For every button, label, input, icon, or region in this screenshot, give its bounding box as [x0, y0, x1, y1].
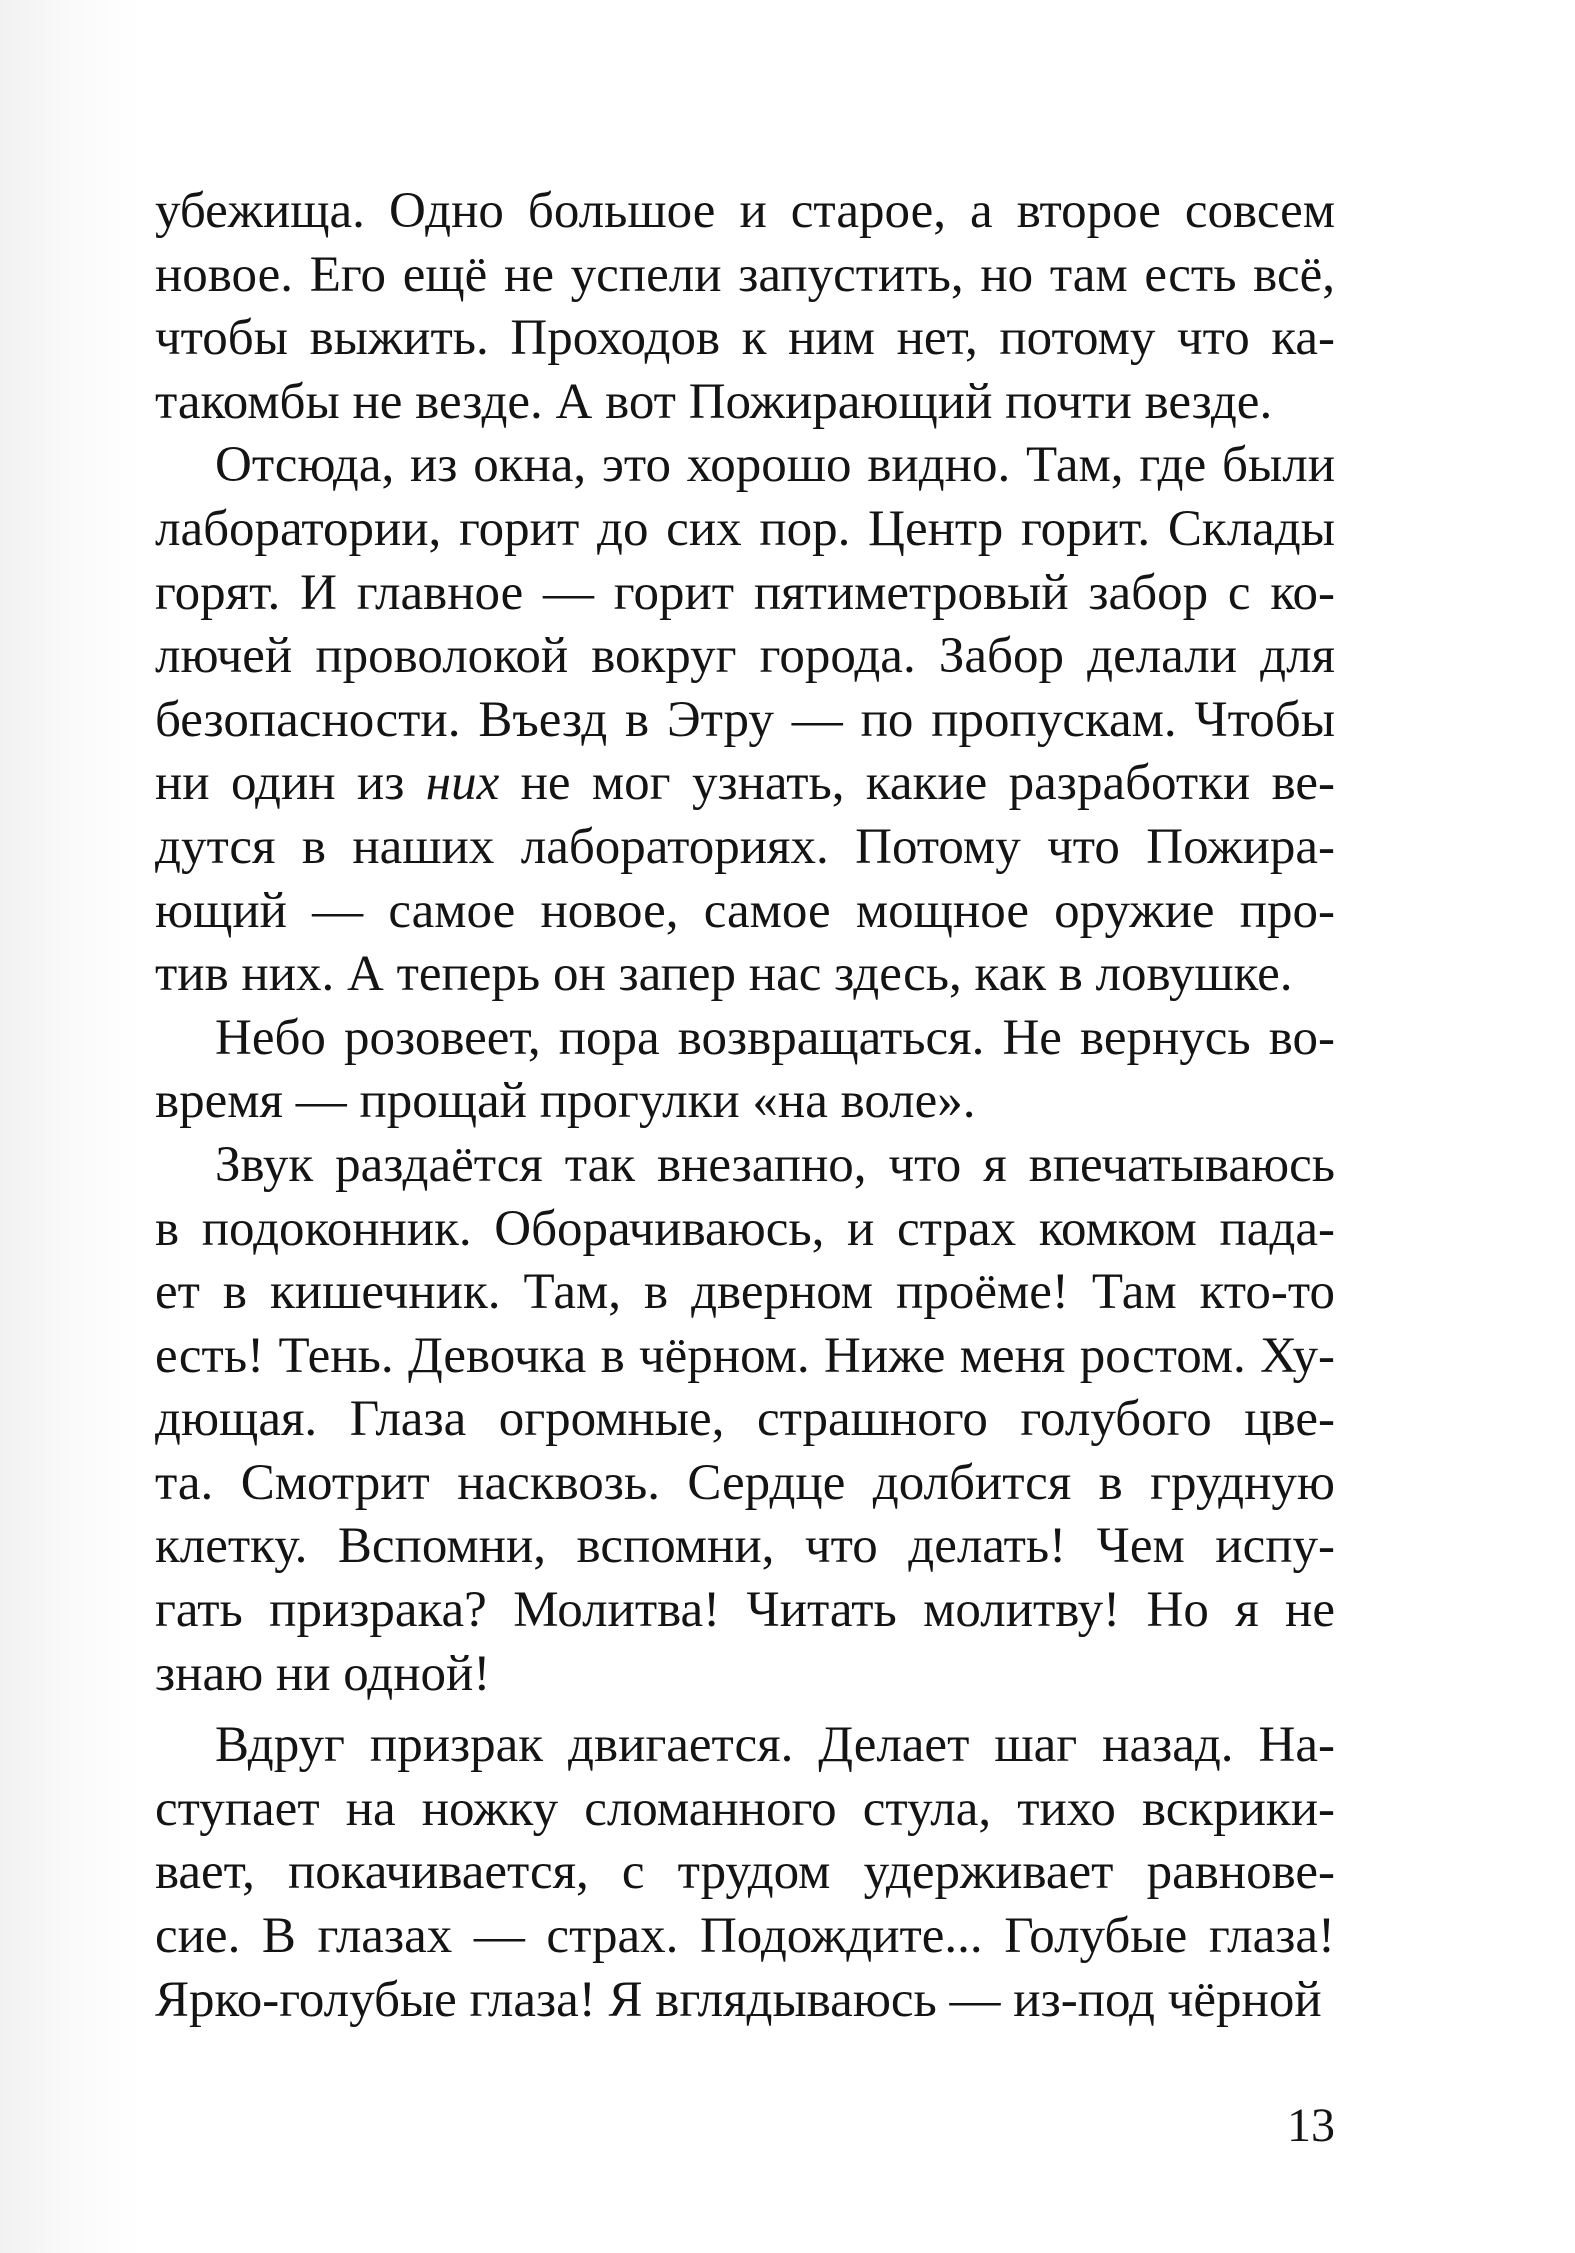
- page-gutter-shadow: [0, 0, 140, 2253]
- text-line: клетку. Вспомни, вспомни, что делать! Чем испу-: [155, 1518, 1335, 1575]
- text-line: безопасности. Въезд в Этру — по пропускам. Чтобы: [155, 691, 1335, 748]
- paragraph-start-line: Отсюда, из окна, это хорошо видно. Там, где были: [215, 437, 1335, 494]
- line-text-after: не мог узнать, какие разработки ве-: [499, 755, 1336, 812]
- text-line: ющий — самое новое, самое мощное оружие про-: [155, 882, 1335, 939]
- text-line: сие. В глазах — страх. Подождите... Голубые глаза!: [155, 1908, 1335, 1965]
- text-line: ет в кишечник. Там, в дверном проёме! Там кто-то: [155, 1264, 1335, 1321]
- text-line: Ярко-голубые глаза! Я вглядываюсь — из-под чёрной: [155, 1971, 1322, 2028]
- body-text: [155, 180, 1335, 2032]
- text-line: время — прощай прогулки «на воле».: [155, 1073, 976, 1130]
- emphasized-word: них: [425, 755, 500, 812]
- text-line: лючей проволокой вокруг города. Забор делали для: [155, 628, 1335, 685]
- paragraph-start-line: Вдруг призрак двигается. Делает шаг назад. На-: [215, 1717, 1335, 1774]
- text-line: гать призрака? Молитва! Читать молитву! Но я не: [155, 1582, 1335, 1639]
- text-line: новое. Его ещё не успели запустить, но там есть всё,: [155, 246, 1335, 303]
- text-line: убежища. Одно большое и старое, а второе совсем: [155, 183, 1335, 239]
- text-line: такомбы не везде. А вот Пожирающий почти везде.: [155, 373, 1273, 430]
- paragraph-start-line: Звук раздаётся так внезапно, что я впечатываюсь: [215, 1136, 1335, 1193]
- paragraph-start-line: Небо розовеет, пора возвращаться. Не вернусь во-: [215, 1009, 1335, 1066]
- text-line: чтобы выжить. Проходов к ним нет, потому что ка-: [155, 310, 1335, 367]
- text-line-with-emphasis: [155, 752, 1335, 816]
- text-line: горят. И главное — горит пятиметровый забор с ко-: [155, 564, 1335, 621]
- text-line: в подоконник. Оборачиваюсь, и страх комком пада-: [155, 1200, 1335, 1257]
- text-line: тив них. А теперь он запер нас здесь, как в ловушке.: [155, 946, 1293, 1003]
- page-number: 13: [1287, 2099, 1335, 2152]
- line-text-before: ни один из: [155, 755, 426, 812]
- text-line: знаю ни одной!: [155, 1645, 491, 1702]
- text-line: вает, покачивается, с трудом удерживает равнове-: [155, 1844, 1335, 1901]
- text-line: ступает на ножку сломанного стула, тихо вскрики-: [155, 1780, 1335, 1837]
- text-line: есть! Тень. Девочка в чёрном. Ниже меня ростом. Ху-: [155, 1327, 1335, 1384]
- text-line: та. Смотрит насквозь. Сердце долбится в грудную: [155, 1454, 1335, 1511]
- text-line: лаборатории, горит до сих пор. Центр горит. Склады: [155, 500, 1335, 557]
- text-line: дющая. Глаза огромные, страшного голубого цве-: [155, 1391, 1335, 1448]
- text-line: дутся в наших лабораториях. Потому что Пожира-: [155, 818, 1335, 875]
